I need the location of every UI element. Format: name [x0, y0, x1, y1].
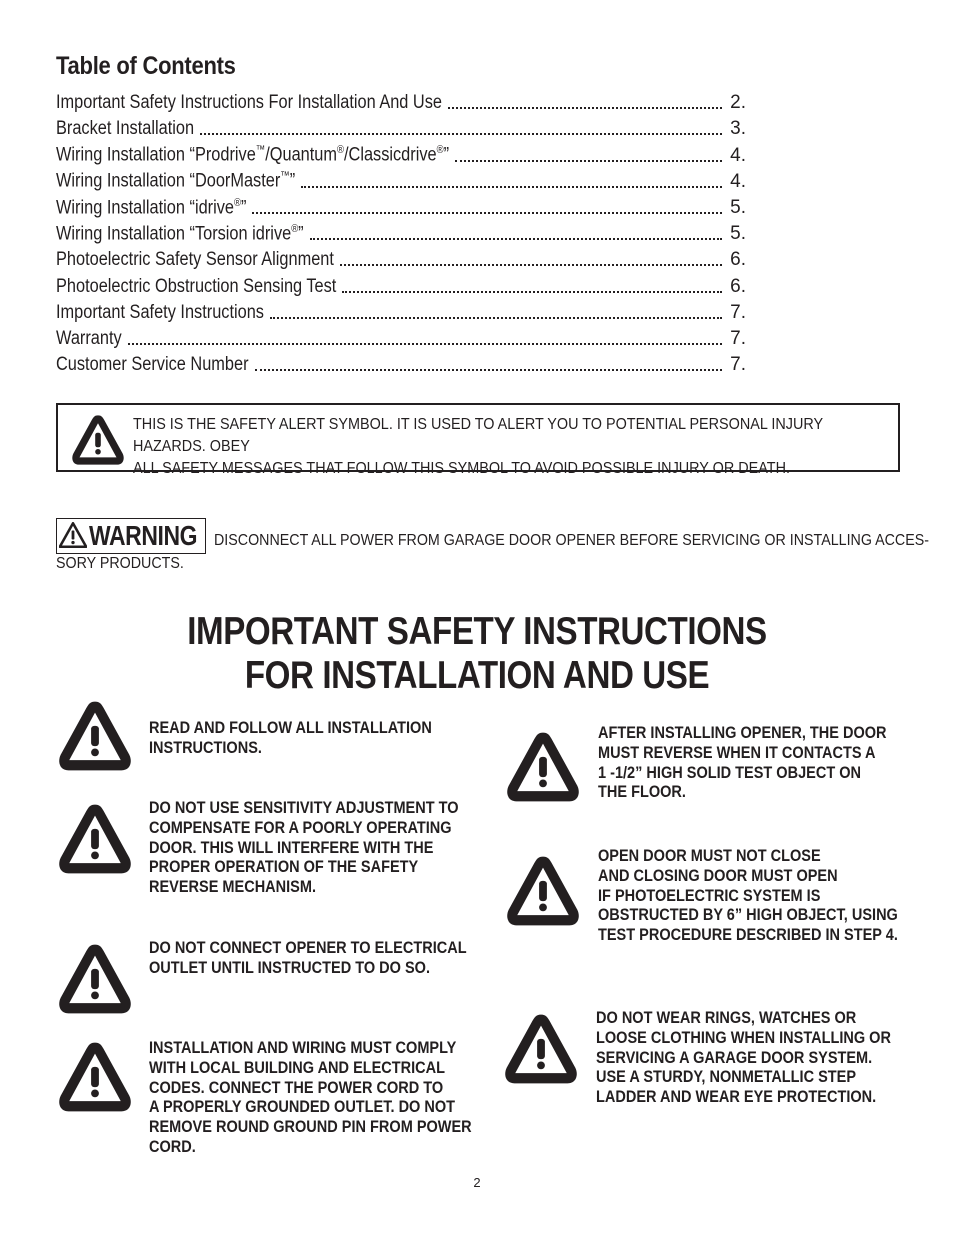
safety-alert-icon: [70, 412, 126, 473]
instruction-line: AFTER INSTALLING OPENER, THE DOOR: [598, 724, 887, 742]
toc-entry-label: Wiring Installation “DoorMaster™”: [56, 170, 296, 192]
instruction-line: DO NOT WEAR RINGS, WATCHES OR: [596, 1009, 857, 1027]
toc-entry-page: 7.: [730, 327, 746, 349]
safety-alert-icon: [56, 1038, 134, 1121]
instruction-line: REVERSE MECHANISM.: [149, 878, 317, 897]
safety-instruction-text: [598, 847, 898, 946]
instruction-line: PROPER OPERATION OF THE SAFETY: [149, 858, 419, 877]
safety-instruction-text: [149, 799, 459, 898]
toc-entry-page: 4.: [730, 170, 746, 192]
toc-title: Table of Contents: [56, 52, 236, 80]
toc-entry-label: Customer Service Number: [56, 354, 249, 376]
toc-entry: [56, 114, 746, 140]
toc-entry: [56, 219, 746, 245]
safety-alert-icon: [56, 940, 134, 1023]
safety-instruction-text: [596, 1009, 891, 1108]
instruction-line: SERVICING A GARAGE DOOR SYSTEM.: [596, 1048, 873, 1067]
toc-entry: [56, 298, 746, 324]
toc-entry-label: Important Safety Instructions For Installation And Use: [56, 92, 443, 114]
toc-entry-label: Bracket Installation: [56, 118, 195, 140]
warning-icon: [59, 522, 87, 553]
safety-instruction-text: [149, 939, 467, 979]
safety-alert-icon: [56, 697, 134, 780]
instruction-line: USE A STURDY, NONMETALLIC STEP: [596, 1068, 857, 1087]
toc-entry-page: 7.: [730, 354, 746, 376]
heading-line: IMPORTANT SAFETY INSTRUCTIONS: [187, 610, 767, 653]
toc-leader-dots: [255, 369, 723, 371]
toc-entry-label: Important Safety Instructions: [56, 301, 264, 323]
instruction-line: MUST REVERSE WHEN IT CONTACTS A: [598, 743, 876, 762]
toc-leader-dots: [310, 238, 722, 240]
safety-alert-text: [133, 414, 826, 480]
instruction-line: TEST PROCEDURE DESCRIBED IN STEP 4.: [598, 926, 898, 945]
instruction-line: IF PHOTOELECTRIC SYSTEM IS: [598, 886, 821, 905]
toc-entry-page: 3.: [730, 118, 746, 140]
toc-entry: [56, 140, 746, 166]
heading-line: FOR INSTALLATION AND USE: [244, 654, 710, 697]
toc-entry-label: Photoelectric Safety Sensor Alignment: [56, 249, 334, 271]
instruction-line: READ AND FOLLOW ALL INSTALLATION: [149, 719, 432, 737]
toc-leader-dots: [252, 212, 722, 214]
instruction-line: LOOSE CLOTHING WHEN INSTALLING OR: [596, 1028, 891, 1047]
safety-instruction-text: [149, 719, 432, 759]
instruction-line: OUTLET UNTIL INSTRUCTED TO DO SO.: [149, 958, 430, 977]
instruction-line: 1 -1/2” HIGH SOLID TEST OBJECT ON: [598, 763, 862, 782]
toc-leader-dots: [270, 317, 722, 319]
warning-badge: [56, 518, 206, 554]
safety-instruction-text: [149, 1039, 472, 1158]
toc-leader-dots: [128, 343, 722, 345]
toc-entry-page: 5.: [730, 223, 746, 245]
table-of-contents: [56, 88, 746, 376]
instruction-line: DO NOT CONNECT OPENER TO ELECTRICAL: [149, 939, 467, 957]
instruction-line: OPEN DOOR MUST NOT CLOSE: [598, 847, 821, 865]
instruction-line: INSTRUCTIONS.: [149, 738, 262, 757]
instruction-line: INSTALLATION AND WIRING MUST COMPLY: [149, 1039, 457, 1057]
safety-instruction-text: [598, 724, 887, 803]
toc-entry-page: 6.: [730, 275, 746, 297]
toc-entry-page: 4.: [730, 144, 746, 166]
toc-leader-dots: [301, 186, 722, 188]
instruction-line: OBSTRUCTED BY 6” HIGH OBJECT, USING: [598, 906, 898, 925]
instruction-line: REMOVE ROUND GROUND PIN FROM POWER: [149, 1118, 472, 1137]
toc-entry-page: 7.: [730, 301, 746, 323]
toc-entry: [56, 324, 746, 350]
toc-entry-page: 2.: [730, 92, 746, 114]
warning-text-continued: SORY PRODUCTS.: [56, 555, 184, 572]
instruction-line: A PROPERLY GROUNDED OUTLET. DO NOT: [149, 1098, 456, 1117]
toc-entry-label: Warranty: [56, 327, 122, 349]
instruction-line: DO NOT USE SENSITIVITY ADJUSTMENT TO: [149, 799, 459, 817]
section-heading: [72, 610, 883, 698]
toc-entry-page: 5.: [730, 196, 746, 218]
warning-label: WARNING: [89, 520, 198, 551]
instruction-line: WITH LOCAL BUILDING AND ELECTRICAL: [149, 1058, 446, 1077]
toc-entry-label: Wiring Installation “Prodrive™/Quantum®/Classicdrive®”: [56, 144, 450, 166]
safety-alert-box: [56, 403, 900, 477]
instruction-line: LADDER AND WEAR EYE PROTECTION.: [596, 1088, 877, 1107]
alert-line: ALL SAFETY MESSAGES THAT FOLLOW THIS SYMBOL TO AVOID POSSIBLE INJURY OR DEATH.: [133, 460, 790, 477]
toc-leader-dots: [342, 291, 722, 293]
instruction-line: COMPENSATE FOR A POORLY OPERATING: [149, 818, 452, 837]
toc-entry: [56, 88, 746, 114]
instruction-line: AND CLOSING DOOR MUST OPEN: [598, 866, 838, 885]
toc-entry: [56, 167, 746, 193]
safety-alert-icon: [504, 728, 582, 811]
toc-entry-label: Wiring Installation “idrive®”: [56, 196, 247, 218]
toc-leader-dots: [448, 107, 722, 109]
toc-entry: [56, 350, 746, 376]
safety-alert-icon: [502, 1010, 580, 1093]
toc-entry: [56, 245, 746, 271]
instruction-line: CODES. CONNECT THE POWER CORD TO: [149, 1078, 444, 1097]
toc-leader-dots: [200, 133, 722, 135]
safety-alert-icon: [504, 852, 582, 935]
toc-entry: [56, 193, 746, 219]
toc-entry-page: 6.: [730, 249, 746, 271]
toc-entry-label: Wiring Installation “Torsion idrive®”: [56, 222, 304, 245]
toc-leader-dots: [455, 160, 722, 162]
warning-text: DISCONNECT ALL POWER FROM GARAGE DOOR OPENER BEFORE SERVICING OR INSTALLING ACCES-: [214, 532, 929, 549]
page-number: 2: [473, 1175, 481, 1190]
instruction-line: DOOR. THIS WILL INTERFERE WITH THE: [149, 838, 434, 857]
alert-line: THIS IS THE SAFETY ALERT SYMBOL. IT IS USED TO ALERT YOU TO POTENTIAL PERSONAL INJURY HAZARDS. OBEY: [133, 416, 823, 455]
instruction-line: CORD.: [149, 1137, 196, 1156]
safety-alert-icon: [56, 800, 134, 883]
instruction-line: THE FLOOR.: [598, 783, 686, 802]
toc-leader-dots: [340, 264, 722, 266]
toc-entry: [56, 271, 746, 297]
toc-entry-label: Photoelectric Obstruction Sensing Test: [56, 275, 337, 297]
